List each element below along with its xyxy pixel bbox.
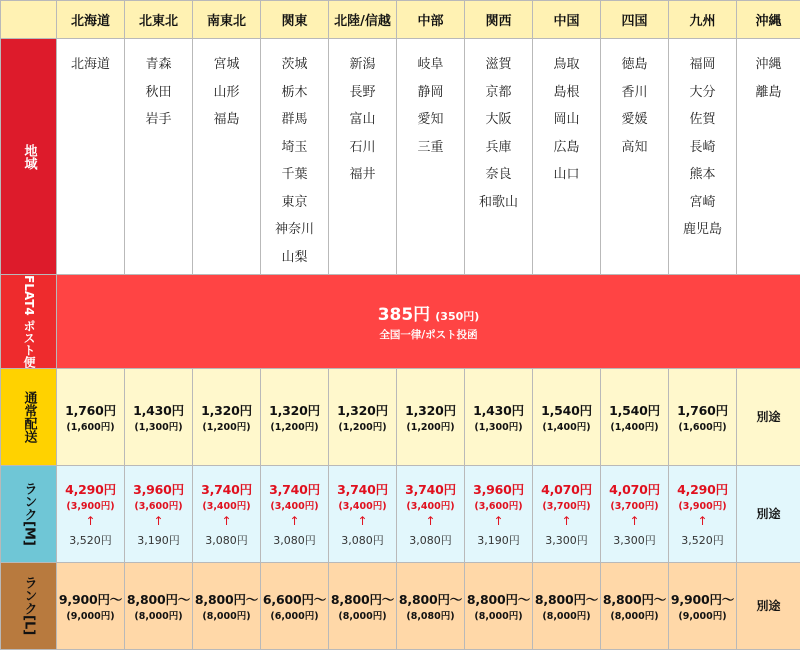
- row-label-area: [1, 39, 57, 275]
- price: 8,800円～: [397, 590, 464, 608]
- price: 3,960円: [125, 480, 192, 498]
- prefecture: 静岡: [397, 79, 464, 107]
- rank-l-separate-cell: [737, 562, 800, 649]
- price-excl: (3,400円): [329, 498, 396, 512]
- price-excl: (8,000円): [329, 608, 396, 622]
- prefecture: 香川: [601, 79, 668, 107]
- price-excl: (8,000円): [601, 608, 668, 622]
- price: 4,290円: [57, 480, 124, 498]
- normal-price-cell: [125, 368, 193, 465]
- price-excl: (9,000円): [57, 608, 124, 622]
- price: 8,800円～: [329, 590, 396, 608]
- rank-m-separate-cell: [737, 465, 800, 562]
- separate-label: 別途: [737, 408, 800, 425]
- region-header: 中部: [397, 1, 465, 39]
- rank-l-price-cell: [57, 562, 125, 649]
- up-arrow-icon: ↑: [57, 514, 124, 528]
- rank-l-price-cell: [669, 562, 737, 649]
- up-arrow-icon: ↑: [193, 514, 260, 528]
- flat4-note: 全国一律/ポスト投函: [57, 327, 800, 342]
- prefecture: 鹿児島: [669, 216, 736, 244]
- region-header-row: [1, 1, 800, 39]
- rank-m-price-cell: [533, 465, 601, 562]
- row-label-flat: [1, 275, 57, 369]
- row-label-rank-m-text: ランク[M]: [21, 482, 37, 546]
- prefecture: 愛知: [397, 106, 464, 134]
- row-label-rank-l-text: ランク[L]: [21, 576, 37, 635]
- prefecture: 離島: [737, 79, 800, 107]
- price-excl: (1,600円): [57, 419, 124, 433]
- prefecture: 福岡: [669, 51, 736, 79]
- price-excl: (3,600円): [465, 498, 532, 512]
- price-excl: (3,400円): [397, 498, 464, 512]
- prefecture-list: [57, 39, 125, 275]
- price-excl: (1,400円): [533, 419, 600, 433]
- old-price: 3,190円: [125, 532, 192, 548]
- rank-m-price-cell: [57, 465, 125, 562]
- prefecture: 富山: [329, 106, 396, 134]
- region-header: 北東北: [125, 1, 193, 39]
- prefecture: 山梨: [261, 244, 328, 272]
- prefecture-list: [737, 39, 800, 275]
- price: 1,540円: [533, 401, 600, 419]
- price: 3,740円: [329, 480, 396, 498]
- price: 9,900円～: [669, 590, 736, 608]
- prefecture: 群馬: [261, 106, 328, 134]
- price-excl: (3,400円): [193, 498, 260, 512]
- rank-l-price-cell: [465, 562, 533, 649]
- price: 8,800円～: [601, 590, 668, 608]
- normal-price-cell: [669, 368, 737, 465]
- prefecture-list: [533, 39, 601, 275]
- price: 1,320円: [397, 401, 464, 419]
- price: 8,800円～: [533, 590, 600, 608]
- old-price: 3,080円: [261, 532, 328, 548]
- row-label-area-text: 地域: [21, 144, 37, 170]
- prefecture: 佐賀: [669, 106, 736, 134]
- rank-m-price-cell: [465, 465, 533, 562]
- old-price: 3,520円: [57, 532, 124, 548]
- up-arrow-icon: ↑: [533, 514, 600, 528]
- prefecture: 島根: [533, 79, 600, 107]
- price-excl: (1,200円): [193, 419, 260, 433]
- prefecture: 長崎: [669, 134, 736, 162]
- up-arrow-icon: ↑: [261, 514, 328, 528]
- prefecture-list: [465, 39, 533, 275]
- price-excl: (8,080円): [397, 608, 464, 622]
- old-price: 3,080円: [329, 532, 396, 548]
- prefecture: 秋田: [125, 79, 192, 107]
- prefecture: 山口: [533, 161, 600, 189]
- prefecture: 茨城: [261, 51, 328, 79]
- region-header: 四国: [601, 1, 669, 39]
- normal-price-cell: [397, 368, 465, 465]
- old-price: 3,300円: [533, 532, 600, 548]
- prefecture: 東京: [261, 189, 328, 217]
- prefecture: 宮城: [193, 51, 260, 79]
- prefecture: 岐阜: [397, 51, 464, 79]
- prefecture: 新潟: [329, 51, 396, 79]
- prefecture: 福島: [193, 106, 260, 134]
- prefecture: 鳥取: [533, 51, 600, 79]
- rank-m-price-cell: [601, 465, 669, 562]
- up-arrow-icon: ↑: [125, 514, 192, 528]
- price: 3,740円: [193, 480, 260, 498]
- rank-m-row: [1, 465, 800, 562]
- price: 4,070円: [533, 480, 600, 498]
- price: 8,800円～: [465, 590, 532, 608]
- rank-l-row: [1, 562, 800, 649]
- prefecture-list: [193, 39, 261, 275]
- up-arrow-icon: ↑: [397, 514, 464, 528]
- prefecture: 神奈川: [261, 216, 328, 244]
- price-excl: (3,400円): [261, 498, 328, 512]
- price-excl: (1,200円): [261, 419, 328, 433]
- region-header: 九州: [669, 1, 737, 39]
- price-excl: (3,700円): [533, 498, 600, 512]
- price-excl: (8,000円): [193, 608, 260, 622]
- area-row: [1, 39, 800, 275]
- region-header: 北海道: [57, 1, 125, 39]
- region-header: 中国: [533, 1, 601, 39]
- price: 3,740円: [397, 480, 464, 498]
- normal-price-cell: [261, 368, 329, 465]
- normal-price-cell: [193, 368, 261, 465]
- rank-l-price-cell: [329, 562, 397, 649]
- row-label-rank-l: [1, 562, 57, 649]
- separate-label: 別途: [737, 505, 800, 522]
- price-excl: (1,300円): [465, 419, 532, 433]
- prefecture-list: [601, 39, 669, 275]
- price-excl: (1,400円): [601, 419, 668, 433]
- prefecture-list: [397, 39, 465, 275]
- up-arrow-icon: ↑: [601, 514, 668, 528]
- flat4-price-cell: [57, 275, 800, 369]
- prefecture: 三重: [397, 134, 464, 162]
- old-price: 3,080円: [397, 532, 464, 548]
- flat4-price: 385円: [378, 305, 431, 325]
- prefecture: 徳島: [601, 51, 668, 79]
- price: 1,540円: [601, 401, 668, 419]
- price-excl: (3,900円): [669, 498, 736, 512]
- rank-m-price-cell: [261, 465, 329, 562]
- price: 1,760円: [57, 401, 124, 419]
- normal-delivery-row: [1, 368, 800, 465]
- price: 6,600円～: [261, 590, 328, 608]
- old-price: 3,080円: [193, 532, 260, 548]
- prefecture-list: [669, 39, 737, 275]
- prefecture: 長野: [329, 79, 396, 107]
- header-corner: [1, 1, 57, 39]
- prefecture: 和歌山: [465, 189, 532, 217]
- normal-price-cell: [601, 368, 669, 465]
- prefecture: 山形: [193, 79, 260, 107]
- prefecture: 埼玉: [261, 134, 328, 162]
- flat4-price-excl: (350円): [435, 310, 479, 323]
- price-excl: (6,000円): [261, 608, 328, 622]
- region-header: 北陸/信越: [329, 1, 397, 39]
- price: 9,900円～: [57, 590, 124, 608]
- price-excl: (8,000円): [533, 608, 600, 622]
- rank-l-price-cell: [533, 562, 601, 649]
- price: 3,960円: [465, 480, 532, 498]
- prefecture: 栃木: [261, 79, 328, 107]
- price-excl: (8,000円): [125, 608, 192, 622]
- rank-m-price-cell: [669, 465, 737, 562]
- rank-m-price-cell: [329, 465, 397, 562]
- prefecture: 大分: [669, 79, 736, 107]
- row-label-normal-text: 通常配送: [21, 391, 37, 443]
- rank-l-price-cell: [125, 562, 193, 649]
- row-label-flat-text: FLAT4 ポスト便: [21, 275, 36, 368]
- price: 1,430円: [125, 401, 192, 419]
- prefecture: 岡山: [533, 106, 600, 134]
- old-price: 3,520円: [669, 532, 736, 548]
- prefecture-list: [329, 39, 397, 275]
- prefecture: 京都: [465, 79, 532, 107]
- prefecture-list: [125, 39, 193, 275]
- region-header: 関東: [261, 1, 329, 39]
- rank-l-price-cell: [193, 562, 261, 649]
- rank-m-price-cell: [193, 465, 261, 562]
- normal-separate-cell: [737, 368, 800, 465]
- rank-l-price-cell: [601, 562, 669, 649]
- normal-price-cell: [465, 368, 533, 465]
- price-excl: (9,000円): [669, 608, 736, 622]
- rank-m-price-cell: [125, 465, 193, 562]
- prefecture-list: [261, 39, 329, 275]
- flat4-row: [1, 275, 800, 369]
- region-header: 沖縄: [737, 1, 800, 39]
- price-excl: (3,600円): [125, 498, 192, 512]
- prefecture: 福井: [329, 161, 396, 189]
- price: 1,430円: [465, 401, 532, 419]
- price: 8,800円～: [193, 590, 260, 608]
- price: 4,290円: [669, 480, 736, 498]
- price-excl: (1,200円): [329, 419, 396, 433]
- up-arrow-icon: ↑: [465, 514, 532, 528]
- rank-m-price-cell: [397, 465, 465, 562]
- price-excl: (8,000円): [465, 608, 532, 622]
- price: 8,800円～: [125, 590, 192, 608]
- row-label-normal: [1, 368, 57, 465]
- region-header: 関西: [465, 1, 533, 39]
- price: 1,320円: [193, 401, 260, 419]
- prefecture: 奈良: [465, 161, 532, 189]
- rank-l-price-cell: [261, 562, 329, 649]
- old-price: 3,190円: [465, 532, 532, 548]
- region-header: 南東北: [193, 1, 261, 39]
- normal-price-cell: [533, 368, 601, 465]
- prefecture: 愛媛: [601, 106, 668, 134]
- price: 3,740円: [261, 480, 328, 498]
- prefecture: 熊本: [669, 161, 736, 189]
- price: 4,070円: [601, 480, 668, 498]
- prefecture: 兵庫: [465, 134, 532, 162]
- prefecture: 宮崎: [669, 189, 736, 217]
- old-price: 3,300円: [601, 532, 668, 548]
- prefecture: 滋賀: [465, 51, 532, 79]
- prefecture: 千葉: [261, 161, 328, 189]
- prefecture: 大阪: [465, 106, 532, 134]
- price-excl: (1,200円): [397, 419, 464, 433]
- price-excl: (1,600円): [669, 419, 736, 433]
- price-excl: (3,700円): [601, 498, 668, 512]
- prefecture: 高知: [601, 134, 668, 162]
- prefecture: 北海道: [57, 51, 124, 79]
- normal-price-cell: [57, 368, 125, 465]
- prefecture: 青森: [125, 51, 192, 79]
- price: 1,320円: [329, 401, 396, 419]
- prefecture: 岩手: [125, 106, 192, 134]
- prefecture: 沖縄: [737, 51, 800, 79]
- prefecture: 石川: [329, 134, 396, 162]
- price: 1,760円: [669, 401, 736, 419]
- up-arrow-icon: ↑: [669, 514, 736, 528]
- normal-price-cell: [329, 368, 397, 465]
- price: 1,320円: [261, 401, 328, 419]
- up-arrow-icon: ↑: [329, 514, 396, 528]
- row-label-rank-m: [1, 465, 57, 562]
- price-excl: (1,300円): [125, 419, 192, 433]
- rank-l-price-cell: [397, 562, 465, 649]
- prefecture: 広島: [533, 134, 600, 162]
- separate-label: 別途: [737, 597, 800, 614]
- price-excl: (3,900円): [57, 498, 124, 512]
